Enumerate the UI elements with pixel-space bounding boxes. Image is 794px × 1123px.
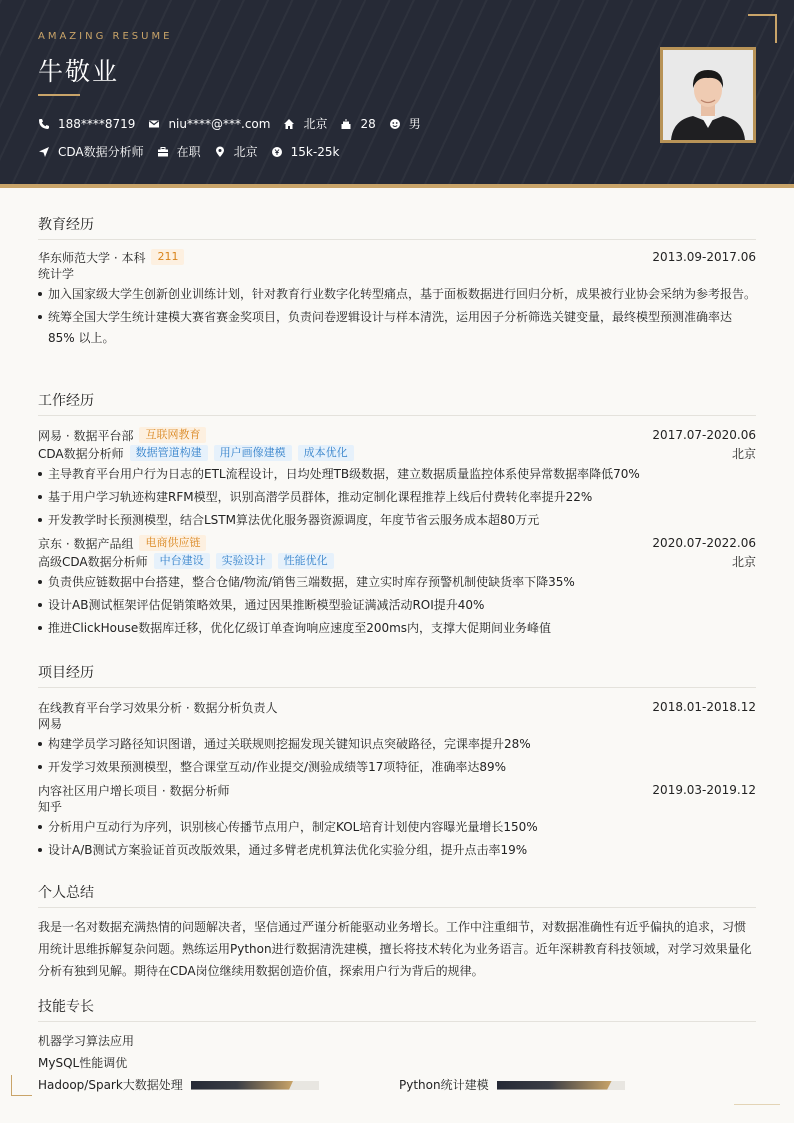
project-date: 2018.01-2018.12 bbox=[652, 700, 756, 714]
skill-tag: 用户画像建模 bbox=[214, 445, 292, 461]
list-item: 负责供应链数据中台搭建，整合仓储/物流/销售三端数据，建立实时库存预警机制使缺货率下降35% bbox=[38, 572, 756, 593]
skill-item: 机器学习算法应用 bbox=[38, 1034, 135, 1048]
home-city-item bbox=[283, 115, 327, 132]
corner-ornament bbox=[734, 1104, 780, 1105]
list-item: 分析用户互动行为序列，识别核心传播节点用户，制定KOL培育计划使内容曝光量增长150% bbox=[38, 817, 756, 838]
education-section bbox=[38, 214, 756, 349]
target-role-item bbox=[38, 143, 144, 160]
salary-item bbox=[271, 145, 340, 159]
skills-section bbox=[38, 996, 756, 1096]
skill-bar-fill bbox=[497, 1081, 612, 1090]
phone-text: 188****8719 bbox=[58, 116, 136, 131]
company-name: 网易 · 数据平台部 bbox=[38, 428, 134, 443]
email-item bbox=[148, 117, 270, 131]
target-city-text: 北京 bbox=[233, 145, 258, 159]
education-title: 教育经历 bbox=[38, 214, 756, 240]
skill-tag: 中台建设 bbox=[154, 553, 210, 569]
job-header-row bbox=[38, 534, 756, 552]
project-bullets bbox=[38, 817, 756, 861]
job-role: CDA数据分析师 bbox=[38, 446, 124, 461]
project-org: 知乎 bbox=[38, 800, 63, 814]
work-section bbox=[38, 390, 756, 639]
name-underline bbox=[38, 94, 80, 96]
skill-tag: 性能优化 bbox=[278, 553, 334, 569]
project-bullets bbox=[38, 734, 756, 778]
list-item: 设计A/B测试方案验证首页改版效果，通过多臂老虎机算法优化实验分组，提升点击率19% bbox=[38, 840, 756, 861]
job-city: 北京 bbox=[731, 554, 756, 569]
email-text: niu****@***.com bbox=[168, 116, 271, 131]
company-name: 京东 · 数据产品组 bbox=[38, 536, 134, 551]
status-text: 在职 bbox=[176, 145, 201, 159]
job-bullets bbox=[38, 464, 756, 531]
skill-bar-item bbox=[38, 1074, 399, 1096]
corner-ornament bbox=[11, 1075, 32, 1096]
education-bullets bbox=[38, 284, 756, 349]
phone-item bbox=[38, 117, 135, 131]
home-city-text: 北京 bbox=[303, 117, 328, 131]
list-item: 加入国家级大学生创新创业训练计划，针对教育行业数字化转型痛点，基于面板数据进行回归分析，成果被行业协会采纳为参考报告。 bbox=[38, 284, 756, 305]
industry-tag: 电商供应链 bbox=[139, 535, 206, 551]
list-item: 统筹全国大学生统计建模大赛省赛金奖项目，负责问卷逻辑设计与样本清洗，运用因子分析筛选关键变量，最终模型预测准确率达85% 以上。 bbox=[38, 307, 756, 349]
profile-photo bbox=[660, 47, 756, 143]
phone-icon bbox=[38, 118, 50, 130]
list-item: 基于用户学习轨迹构建RFM模型，识别高潜学员群体，推动定制化课程推荐上线后付费转化率提升22% bbox=[38, 487, 756, 508]
projects-section bbox=[38, 662, 756, 861]
gender-item bbox=[389, 115, 421, 132]
target-role-text: CDA数据分析师 bbox=[58, 145, 144, 159]
summary-text: 我是一名对数据充满热情的问题解决者，坚信通过严谨分析能驱动业务增长。工作中注重细节，对数据准确性有近乎偏执的追求，习惯用统计思维拆解复杂问题。熟练运用Python进行数据清洗建模，擅长将技术转化为业务语言。近年深耕教育科技领域，对学习效果量化分析有独到见解。期待在CDA岗位继续用数据创造价值，探索用户行为背后的规律。 bbox=[38, 920, 752, 978]
job-entry bbox=[38, 426, 756, 531]
project-name: 在线教育平台学习效果分析 · 数据分析负责人 bbox=[38, 700, 278, 715]
skill-bar-fill bbox=[191, 1081, 293, 1090]
candidate-name: 牛敬业 bbox=[38, 57, 120, 86]
salary-icon bbox=[271, 146, 283, 158]
list-item: 推进ClickHouse数据库迁移，优化亿级订单查询响应速度至200ms内，支撑大促期间业务峰值 bbox=[38, 618, 756, 639]
briefcase-icon bbox=[157, 146, 169, 158]
contact-row bbox=[38, 115, 434, 132]
job-city: 北京 bbox=[731, 446, 756, 461]
list-item: 构建学员学习路径知识图谱，通过关联规则挖掘发现关键知识点突破路径，完课率提升28% bbox=[38, 734, 756, 755]
location-pin-icon bbox=[214, 146, 226, 158]
gender-icon bbox=[389, 118, 401, 130]
work-title: 工作经历 bbox=[38, 390, 756, 416]
list-item: 开发学习效果预测模型，整合课堂互动/作业提交/测验成绩等17项特征，准确率达89% bbox=[38, 757, 756, 778]
skill-bar bbox=[191, 1081, 319, 1090]
skill-item: MySQL性能调优 bbox=[38, 1056, 128, 1070]
project-org: 网易 bbox=[38, 717, 63, 731]
corner-ornament bbox=[748, 14, 777, 43]
resume-header bbox=[0, 0, 794, 188]
status-item bbox=[157, 143, 201, 160]
skill-bar bbox=[497, 1081, 625, 1090]
job-date: 2017.07-2020.06 bbox=[652, 428, 756, 442]
education-date: 2013.09-2017.06 bbox=[652, 250, 756, 264]
cake-icon bbox=[340, 118, 352, 130]
list-item: 设计AB测试框架评估促销策略效果，通过因果推断模型验证满减活动ROI提升40% bbox=[38, 595, 756, 616]
skill-bar-item bbox=[399, 1074, 625, 1096]
summary-section bbox=[38, 882, 756, 982]
skill-tag: 成本优化 bbox=[298, 445, 354, 461]
job-bullets bbox=[38, 572, 756, 639]
salary-text: 15k-25k bbox=[290, 144, 340, 159]
job-role-row bbox=[38, 444, 756, 462]
skill-tag: 数据管道构建 bbox=[130, 445, 208, 461]
project-date: 2019.03-2019.12 bbox=[652, 783, 756, 797]
age-text: 28 bbox=[360, 116, 376, 131]
industry-tag: 互联网教育 bbox=[139, 427, 206, 443]
brand-label: AMAZING RESUME bbox=[38, 31, 173, 42]
job-intent-row bbox=[38, 143, 352, 160]
list-item: 主导教育平台用户行为日志的ETL流程设计，日均处理TB级数据，建立数据质量监控体系使异常数据率降低70% bbox=[38, 464, 756, 485]
avatar bbox=[663, 50, 753, 140]
skill-bar-label: Hadoop/Spark大数据处理 bbox=[38, 1078, 183, 1092]
school-name: 华东师范大学 · 本科 bbox=[38, 250, 146, 265]
education-header-row bbox=[38, 248, 756, 266]
school-tag: 211 bbox=[151, 249, 184, 265]
age-item bbox=[340, 117, 375, 131]
skill-bar-label: Python统计建模 bbox=[399, 1078, 489, 1092]
projects-title: 项目经历 bbox=[38, 662, 756, 688]
skills-title: 技能专长 bbox=[38, 996, 756, 1022]
major: 统计学 bbox=[38, 267, 75, 281]
summary-title: 个人总结 bbox=[38, 882, 756, 908]
project-entry bbox=[38, 698, 756, 778]
job-header-row bbox=[38, 426, 756, 444]
mail-icon bbox=[148, 118, 160, 130]
gender-text: 男 bbox=[408, 117, 421, 131]
job-entry bbox=[38, 534, 756, 639]
project-header-row bbox=[38, 781, 756, 799]
job-date: 2020.07-2022.06 bbox=[652, 536, 756, 550]
project-name: 内容社区用户增长项目 · 数据分析师 bbox=[38, 783, 230, 798]
job-role-row bbox=[38, 552, 756, 570]
project-header-row bbox=[38, 698, 756, 716]
list-item: 开发教学时长预测模型，结合LSTM算法优化服务器资源调度，年度节省云服务成本超80万元 bbox=[38, 510, 756, 531]
project-entry bbox=[38, 781, 756, 861]
job-role: 高级CDA数据分析师 bbox=[38, 554, 148, 569]
target-city-item bbox=[214, 143, 258, 160]
send-icon bbox=[38, 146, 50, 158]
skill-tag: 实验设计 bbox=[216, 553, 272, 569]
home-icon bbox=[283, 118, 295, 130]
